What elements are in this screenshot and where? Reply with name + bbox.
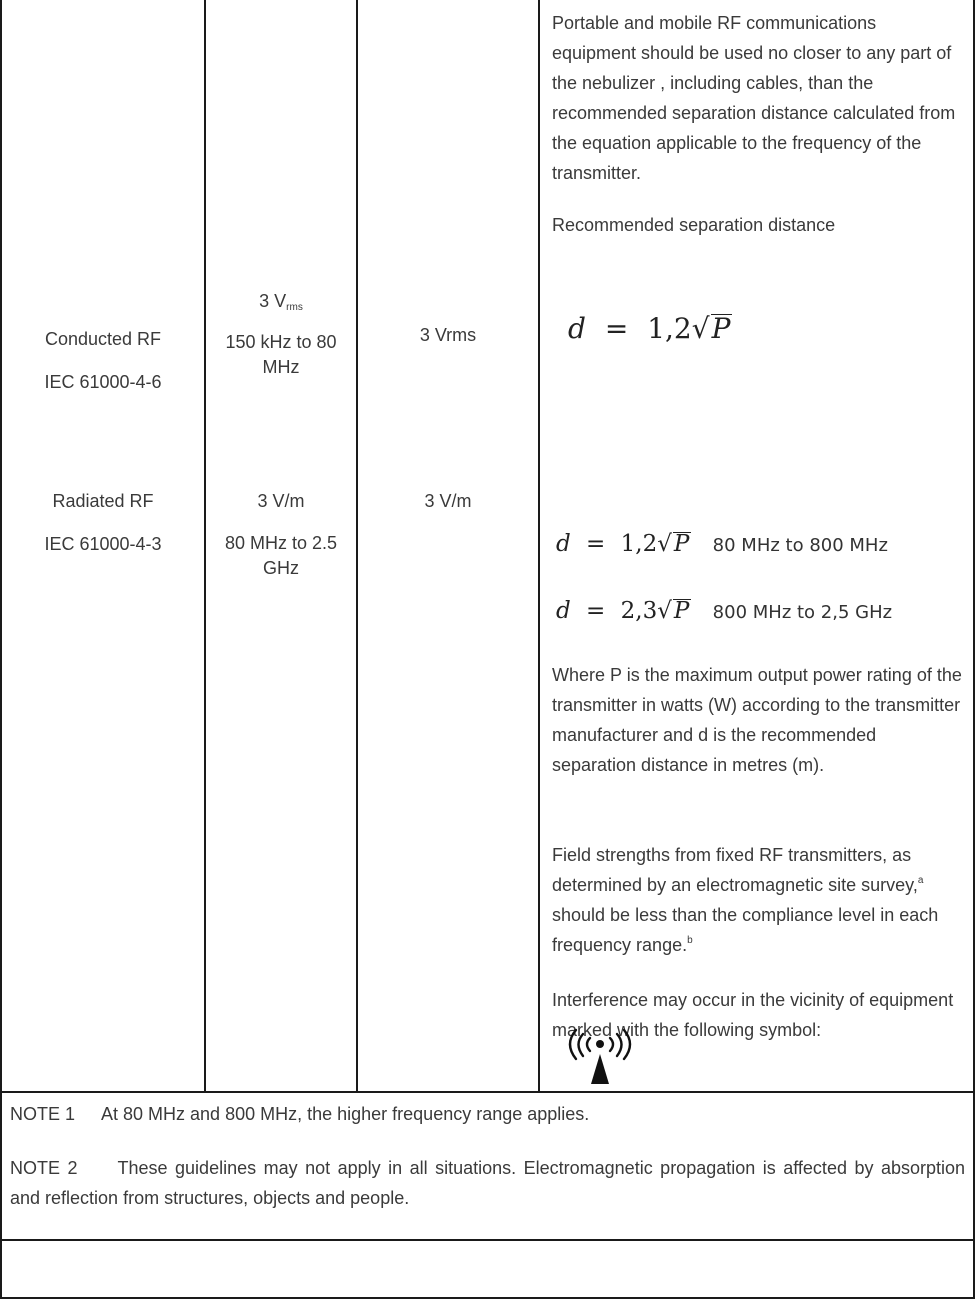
formula-conducted-coef: 1,2 [647,312,692,345]
sqrt-symbol-icon: √ [657,531,672,557]
separation-distance-heading: Recommended separation distance [552,215,836,235]
formula-conducted-var: P [711,312,731,345]
non-ionizing-radiation-icon [560,1020,640,1086]
formula-conducted-radicand [711,314,733,343]
formula-radiated-1-coef: 1,2 [620,531,658,557]
field-strengths-text-2: should be less than the compliance level in each frequency range. [552,905,939,955]
formula-radiated-2-range: 800 MHz to 2,5 GHz [712,602,893,623]
radiated-compliance-level: 3 V/m [424,491,472,511]
column-divider-3 [538,0,540,1092]
formula-radiated-2-eq: = [586,598,606,624]
footnote-a: a [917,875,924,886]
radiated-rf-label: Radiated RF [52,491,154,511]
formula-radiated-2-coef: 2,3 [620,598,658,624]
note-1-label: NOTE 1 [10,1104,76,1124]
radiated-test-range: 80 MHz to 2.5 GHz [224,533,338,578]
sqrt-symbol-icon: √ [691,312,710,345]
note-2-text: These guidelines may not apply in all situations. Electromagnetic propagation is affected by absorption and reflection from structures, objects and people. [10,1158,966,1208]
field-strengths-paragraph [552,840,964,960]
note-1 [10,1101,965,1128]
formula-radiated-1-range: 80 MHz to 800 MHz [712,535,888,556]
row-divider-notes [0,1091,975,1093]
formula-conducted-eq: = [604,312,629,345]
conducted-rf-standard: IEC 61000-4-6 [44,372,162,392]
formula-radiated-1 [556,531,888,559]
formula-radiated-1-var: P [673,531,690,557]
formula-conducted-lhs: d [568,312,586,345]
guidance-intro: Portable and mobile RF communications equipment should be used no closer to any part of the nebulizer , including cables, than the recommended separation distance calculated from the equation applicable to the frequency of the transmitter. [552,13,956,183]
column-divider-2 [356,0,358,1092]
formula-conducted [568,314,732,343]
where-p-paragraph: Where P is the maximum output power rating of the transmitter in watts (W) according to the transmitter manufacturer and d is the recommended separation distance in metres (m). [552,665,962,775]
conducted-rf-label: Conducted RF [44,329,162,349]
row-divider-bottom [0,1239,975,1241]
note-2-label: NOTE 2 [10,1158,78,1178]
sqrt-symbol-icon: √ [657,598,672,624]
formula-radiated-1-radicand [673,532,691,556]
footnote-b: b [687,935,693,946]
conducted-compliance-level: 3 Vrms [419,325,477,345]
conducted-test-level-sub: rms [286,302,303,313]
formula-radiated-1-eq: = [586,531,606,557]
formula-radiated-2-radicand [673,599,691,623]
conducted-test-level [206,288,356,321]
interference-paragraph: Interference may occur in the vicinity of equipment marked with the following symbol: [552,990,954,1040]
formula-radiated-2 [556,598,892,626]
field-strengths-text-1: Field strengths from fixed RF transmitters, as determined by an electromagnetic site survey, [552,845,918,895]
radiated-rf-standard: IEC 61000-4-3 [44,534,162,554]
formula-radiated-1-lhs: d [556,531,571,557]
conducted-test-level-value: 3 V [259,291,287,311]
column-divider-1 [204,0,206,1092]
radiated-test-level: 3 V/m [257,491,305,511]
formula-radiated-2-lhs: d [556,598,571,624]
note-2 [10,1153,965,1213]
note-1-text: At 80 MHz and 800 MHz, the higher frequency range applies. [101,1104,590,1124]
conducted-test-range: 150 kHz to 80 MHz [225,332,337,377]
formula-radiated-2-var: P [673,598,690,624]
